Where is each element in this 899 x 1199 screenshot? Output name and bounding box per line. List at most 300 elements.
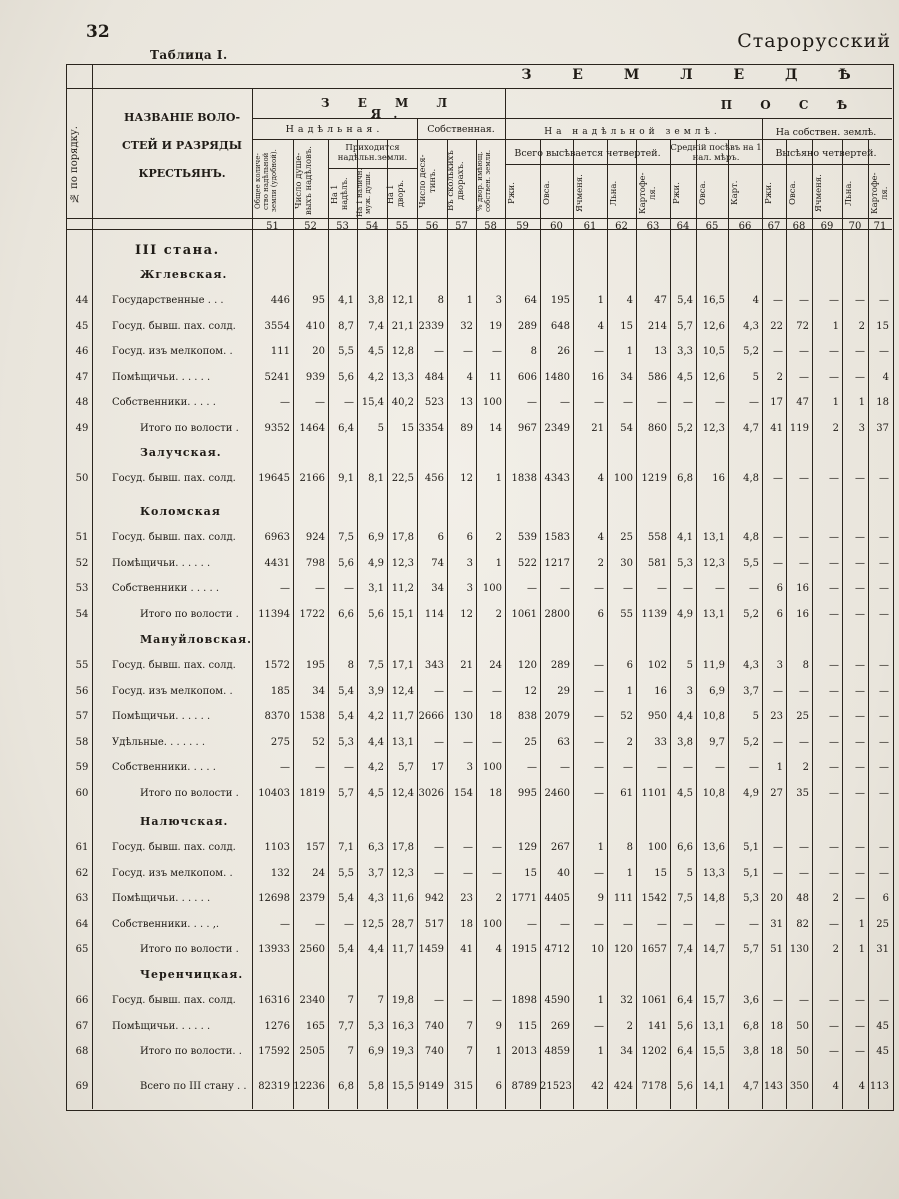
column-divider xyxy=(357,139,358,1109)
table-cell: — xyxy=(527,918,537,930)
table-cell: — xyxy=(344,918,354,930)
table-cell: 1 xyxy=(495,1046,502,1057)
table-cell: — xyxy=(715,583,725,594)
table-cell: 3,1 xyxy=(368,583,384,594)
table-cell: 1722 xyxy=(299,608,325,620)
table-cell: 2079 xyxy=(544,711,570,722)
table-cell: — xyxy=(829,711,839,722)
table-cell: 4,4 xyxy=(368,944,384,955)
table-cell: — xyxy=(799,557,809,569)
table-cell: 4,4 xyxy=(368,736,384,748)
table-cell: 1217 xyxy=(544,557,570,569)
table-cell: 10 xyxy=(591,944,604,955)
table-cell: 1583 xyxy=(544,532,570,543)
table-cell: — xyxy=(434,842,444,853)
avg-crop-header-oats: Овса. xyxy=(698,180,708,206)
table-cell: 3 xyxy=(495,295,502,306)
table-cell: 3,9 xyxy=(368,685,384,697)
table-cell: 143 xyxy=(763,1081,783,1092)
table-cell: 5 xyxy=(377,422,384,434)
column-number: 66 xyxy=(738,221,752,232)
table-cell: 1 xyxy=(495,473,502,484)
row-label: Помѣщичьи. . . . . . xyxy=(112,893,211,904)
table-cell: — xyxy=(855,660,865,671)
table-cell: 8 xyxy=(802,660,809,671)
table-cell: 37 xyxy=(876,422,889,434)
table-cell: 6 xyxy=(437,532,444,543)
table-cell: 5,5 xyxy=(338,346,354,357)
sobstvennaya-header: Собственная. xyxy=(427,124,495,135)
table-cell: — xyxy=(492,685,502,697)
table-cell: — xyxy=(773,736,783,748)
own-crop-header-flax: Льна. xyxy=(844,180,854,206)
table-cell: 16 xyxy=(796,608,809,620)
table-cell: 12 xyxy=(460,473,473,484)
table-cell: — xyxy=(799,532,809,543)
table-cell: 4 xyxy=(495,944,502,955)
table-cell: 7 xyxy=(466,1046,473,1057)
table-cell: 9 xyxy=(597,893,604,904)
table-cell: — xyxy=(463,842,473,853)
own-crop-header-potato: Картофе-ля. xyxy=(870,172,890,214)
table-cell: 40 xyxy=(557,867,570,879)
crop-header-potato: Картофе-ля. xyxy=(638,172,658,214)
header-rule xyxy=(66,88,892,89)
column-number: 53 xyxy=(336,221,349,232)
table-cell: — xyxy=(527,762,537,773)
column-divider xyxy=(293,139,294,1109)
table-cell: 4,2 xyxy=(368,711,384,722)
table-cell: 860 xyxy=(647,422,667,434)
table-cell: — xyxy=(799,736,809,748)
table-cell: 13,3 xyxy=(391,371,414,383)
table-cell: 7 xyxy=(377,995,384,1006)
table-cell: — xyxy=(799,295,809,306)
table-cell: 6 xyxy=(776,608,783,620)
column-divider xyxy=(812,139,813,1109)
table-cell: — xyxy=(773,867,783,879)
table-cell: 2 xyxy=(626,736,633,748)
table-cell: — xyxy=(855,867,865,879)
row-label: Удѣльные. . . . . . . xyxy=(112,736,206,748)
table-cell: 17592 xyxy=(258,1046,290,1057)
table-cell: 13 xyxy=(460,397,473,408)
table-cell: 289 xyxy=(550,660,570,671)
table-cell: 54 xyxy=(620,422,633,434)
table-cell: 8 xyxy=(626,842,633,853)
table-cell: 4,9 xyxy=(743,787,759,799)
table-cell: 9149 xyxy=(418,1081,444,1092)
table-cell: 2340 xyxy=(299,995,325,1006)
table-cell: 1 xyxy=(597,1046,604,1057)
table-cell: 7,4 xyxy=(677,944,693,955)
row-label: Собственники. . . . ,. xyxy=(112,918,220,930)
table-cell: 4 xyxy=(626,295,633,306)
column-number: 64 xyxy=(676,221,690,232)
table-cell: 5,6 xyxy=(677,1081,693,1092)
table-cell: 1 xyxy=(597,295,604,306)
column-divider xyxy=(728,139,729,1109)
table-cell: — xyxy=(344,583,354,594)
table-cell: — xyxy=(683,397,693,408)
table-cell: 4,7 xyxy=(743,1081,759,1092)
table-cell: 29 xyxy=(557,685,570,697)
table-cell: 1819 xyxy=(299,787,325,799)
name-column-divider xyxy=(252,88,253,1109)
table-cell: 269 xyxy=(550,1020,570,1032)
table-cell: 195 xyxy=(305,660,325,671)
column-number: 51 xyxy=(266,221,279,232)
table-cell: 4 xyxy=(597,320,604,332)
table-cell: — xyxy=(594,918,604,930)
table-cell: — xyxy=(773,842,783,853)
row-label: Собственники . . . . . xyxy=(112,583,220,594)
table-cell: 20 xyxy=(312,346,325,357)
table-cell: — xyxy=(434,346,444,357)
nadelnaya-header: Надѣльная. xyxy=(285,124,384,135)
table-cell: 23 xyxy=(770,711,783,722)
table-cell: 2 xyxy=(597,557,604,569)
table-cell: 11,6 xyxy=(391,893,414,904)
table-cell: 100 xyxy=(482,918,502,930)
table-cell: 1101 xyxy=(641,787,667,799)
table-cell: 10,8 xyxy=(702,711,725,722)
table-cell: 15 xyxy=(654,867,667,879)
row-number: 48 xyxy=(75,397,89,408)
table-cell: 6,4 xyxy=(677,995,693,1006)
table-cell: — xyxy=(280,762,290,773)
table-cell: — xyxy=(855,473,865,484)
table-cell: 5,7 xyxy=(398,762,414,773)
table-cell: — xyxy=(855,787,865,799)
column-divider xyxy=(540,139,541,1109)
table-cell: 424 xyxy=(613,1081,633,1092)
table-cell: 5 xyxy=(752,711,759,722)
table-cell: 18 xyxy=(876,397,889,408)
table-cell: 17,1 xyxy=(391,660,414,671)
na-sobstven-header: На собствен. землѣ. xyxy=(775,127,877,138)
table-cell: 63 xyxy=(557,736,570,748)
table-cell: — xyxy=(657,583,667,594)
row-number: 49 xyxy=(75,422,89,434)
table-cell: 24 xyxy=(312,867,325,879)
table-cell: 12,3 xyxy=(702,557,725,569)
table-cell: 26 xyxy=(557,346,570,357)
table-cell: 5 xyxy=(686,660,693,671)
vyseyano-chet-label: Высѣяно четвертей. xyxy=(775,148,877,159)
table-cell: — xyxy=(879,762,889,773)
table-cell: 15 xyxy=(401,422,414,434)
table-cell: 4,1 xyxy=(338,295,354,306)
table-cell: 13,1 xyxy=(391,736,414,748)
row-number: 58 xyxy=(75,736,89,748)
table-cell: — xyxy=(829,295,839,306)
table-cell: — xyxy=(799,867,809,879)
table-cell: 14,1 xyxy=(702,1081,725,1092)
table-cell: 130 xyxy=(453,711,473,722)
table-cell: — xyxy=(855,346,865,357)
table-cell: 740 xyxy=(424,1020,444,1032)
table-cell: 8 xyxy=(347,660,354,671)
table-cell: — xyxy=(315,583,325,594)
table-cell: 2 xyxy=(495,532,502,543)
table-cell: — xyxy=(879,995,889,1006)
table-cell: 17,8 xyxy=(391,842,414,853)
table-cell: — xyxy=(594,685,604,697)
table-cell: 4590 xyxy=(544,995,570,1006)
table-cell: 35 xyxy=(796,787,809,799)
sredniy-posev-label: Средній посѣвъ на 1 нал. мѣръ. xyxy=(670,143,762,163)
table-cell: 1 xyxy=(858,918,865,930)
table-cell: 3,8 xyxy=(368,295,384,306)
table-cell: 1838 xyxy=(511,473,537,484)
table-cell: 51 xyxy=(770,944,783,955)
section-title: Залучская. xyxy=(140,446,222,459)
table-cell: 40,2 xyxy=(391,397,414,408)
table-cell: 11,7 xyxy=(391,944,414,955)
table-cell: 1538 xyxy=(299,711,325,722)
table-label: Таблица I. xyxy=(150,48,228,62)
table-cell: 115 xyxy=(517,1020,537,1032)
table-cell: 1464 xyxy=(299,422,325,434)
table-cell: 185 xyxy=(270,685,290,697)
row-label: Госуд. бывш. пах. солд. xyxy=(112,532,236,543)
row-label: Госуд. бывш. пах. солд. xyxy=(112,842,236,853)
table-cell: 4712 xyxy=(544,944,570,955)
table-cell: 2800 xyxy=(544,608,570,620)
column-number: 71 xyxy=(873,221,887,232)
region-title: Старорусский xyxy=(737,30,891,52)
table-cell: 581 xyxy=(647,557,667,569)
table-cell: 4,5 xyxy=(368,346,384,357)
table-cell: 13,1 xyxy=(702,532,725,543)
table-cell: 3026 xyxy=(418,787,444,799)
chislo-desyatin-label: Число деся-тинъ. xyxy=(418,154,438,208)
table-cell: 6,8 xyxy=(743,1020,759,1032)
table-cell: 12236 xyxy=(293,1081,325,1092)
table-cell: — xyxy=(773,346,783,357)
table-cell: 1459 xyxy=(418,944,444,955)
table-cell: 6,6 xyxy=(338,608,354,620)
table-cell: 33 xyxy=(654,736,667,748)
posev-header: П О С Ѣ xyxy=(720,98,860,112)
na-1-dvor-label: На 1 дворъ. xyxy=(386,180,405,208)
table-cell: 6 xyxy=(597,608,604,620)
table-cell: 52 xyxy=(312,736,325,748)
table-cell: — xyxy=(715,918,725,930)
column-number: 57 xyxy=(455,221,468,232)
row-label: Госуд. бывш. пах. солд. xyxy=(112,660,236,671)
table-cell: 64 xyxy=(524,295,537,306)
row-number: 53 xyxy=(75,583,89,594)
table-cell: — xyxy=(749,583,759,594)
table-cell: 4,8 xyxy=(743,532,759,543)
table-cell: 11 xyxy=(489,371,502,383)
row-label: Итого по волости . xyxy=(140,422,239,434)
table-cell: 141 xyxy=(647,1020,667,1032)
table-cell: 16 xyxy=(712,473,725,484)
table-cell: — xyxy=(773,557,783,569)
table-cell: — xyxy=(855,762,865,773)
table-cell: 6,9 xyxy=(368,1046,384,1057)
column-divider xyxy=(476,139,477,1109)
header-rule xyxy=(252,139,892,140)
table-cell: 18 xyxy=(489,711,502,722)
table-cell: — xyxy=(879,736,889,748)
table-cell: 100 xyxy=(613,473,633,484)
table-cell: 9,1 xyxy=(338,473,354,484)
table-cell: — xyxy=(683,918,693,930)
table-cell: 4,2 xyxy=(368,371,384,383)
row-number: 54 xyxy=(75,608,89,620)
table-cell: 3354 xyxy=(418,422,444,434)
table-cell: 34 xyxy=(431,583,444,594)
table-cell: 4,5 xyxy=(677,371,693,383)
table-cell: — xyxy=(492,995,502,1006)
table-cell: 5,7 xyxy=(338,787,354,799)
table-cell: — xyxy=(683,762,693,773)
stan-title: III стана. xyxy=(135,243,220,258)
section-title: Налючская. xyxy=(140,815,229,828)
chislo-dush-label: Число душе-выхъ надѣловъ. xyxy=(294,146,314,216)
row-label: Итого по волости . xyxy=(140,944,239,955)
row-label: Госуд. бывш. пах. солд. xyxy=(112,320,236,332)
table-cell: 740 xyxy=(424,1046,444,1057)
table-cell: 17 xyxy=(431,762,444,773)
table-cell: 25 xyxy=(876,918,889,930)
table-cell: 4,7 xyxy=(743,422,759,434)
column-number: 59 xyxy=(516,221,529,232)
table-cell: 4343 xyxy=(544,473,570,484)
table-cell: — xyxy=(855,995,865,1006)
table-cell: 25 xyxy=(524,736,537,748)
table-cell: 1 xyxy=(626,867,633,879)
table-cell: — xyxy=(315,762,325,773)
table-cell: — xyxy=(799,346,809,357)
table-cell: 3554 xyxy=(264,320,290,332)
table-cell: 1898 xyxy=(511,995,537,1006)
crop-header-flax: Льна. xyxy=(609,180,619,206)
table-cell: 8,7 xyxy=(338,320,354,332)
table-cell: — xyxy=(657,762,667,773)
table-cell: — xyxy=(715,762,725,773)
table-cell: 4 xyxy=(882,371,889,383)
row-label: Итого по волости. . xyxy=(140,1046,242,1057)
table-cell: 25 xyxy=(620,532,633,543)
column-divider xyxy=(328,139,329,1109)
row-label: Госуд. изъ мелкопом. . xyxy=(112,685,233,697)
table-cell: 12 xyxy=(460,608,473,620)
table-cell: 5 xyxy=(752,371,759,383)
col-order-label: № по порядку. xyxy=(69,126,80,204)
table-cell: — xyxy=(280,397,290,408)
table-cell: 12,4 xyxy=(391,685,414,697)
table-cell: 1480 xyxy=(544,371,570,383)
table-cell: 17 xyxy=(770,397,783,408)
column-divider xyxy=(670,139,671,1109)
table-cell: 111 xyxy=(613,893,633,904)
table-cell: 6 xyxy=(882,893,889,904)
table-cell: 4859 xyxy=(544,1046,570,1057)
table-cell: 5,3 xyxy=(743,893,759,904)
table-cell: 4,1 xyxy=(677,532,693,543)
table-cell: — xyxy=(829,557,839,569)
table-cell: 31 xyxy=(876,944,889,955)
table-cell: 4 xyxy=(466,371,473,383)
table-cell: 1 xyxy=(832,397,839,408)
table-cell: 1 xyxy=(626,346,633,357)
table-cell: 18 xyxy=(770,1046,783,1057)
table-cell: — xyxy=(879,608,889,620)
table-cell: 2 xyxy=(832,944,839,955)
row-number: 65 xyxy=(75,944,89,955)
table-cell: — xyxy=(855,371,865,383)
table-cell: 7,5 xyxy=(677,893,693,904)
table-cell: 4 xyxy=(752,295,759,306)
table-cell: 1915 xyxy=(511,944,537,955)
column-number: 56 xyxy=(425,221,439,232)
table-cell: 8 xyxy=(437,295,444,306)
row-number: 57 xyxy=(75,711,89,722)
column-number: 61 xyxy=(583,221,597,232)
table-cell: 157 xyxy=(305,842,325,853)
table-cell: 16316 xyxy=(258,995,290,1006)
table-cell: 15 xyxy=(620,320,633,332)
table-cell: 100 xyxy=(482,397,502,408)
table-cell: 5,2 xyxy=(743,736,759,748)
column-number: 69 xyxy=(820,221,834,232)
table-cell: 1 xyxy=(495,557,502,569)
table-cell: — xyxy=(463,736,473,748)
table-cell: 5,1 xyxy=(743,867,759,879)
table-cell: 15 xyxy=(876,320,889,332)
row-label: Итого по волости . xyxy=(140,608,239,620)
table-cell: 7,5 xyxy=(338,532,354,543)
table-cell: — xyxy=(855,1020,865,1032)
table-cell: — xyxy=(879,295,889,306)
table-cell: 539 xyxy=(517,532,537,543)
table-cell: — xyxy=(829,371,839,383)
table-cell: 61 xyxy=(620,787,633,799)
row-label: Итого по волости . xyxy=(140,787,239,799)
table-cell: 12,5 xyxy=(361,918,384,930)
table-cell: 7 xyxy=(347,1046,354,1057)
table-cell: 12 xyxy=(524,685,537,697)
table-cell: — xyxy=(773,685,783,697)
table-cell: 410 xyxy=(305,320,325,332)
table-cell: 289 xyxy=(517,320,537,332)
table-cell: 838 xyxy=(517,711,537,722)
table-cell: — xyxy=(344,762,354,773)
table-cell: — xyxy=(829,787,839,799)
table-cell: 34 xyxy=(620,1046,633,1057)
v-skolkikh-label: Въ сколькихъ дворахъ. xyxy=(446,150,466,212)
table-cell: — xyxy=(749,397,759,408)
table-cell: 47 xyxy=(654,295,667,306)
table-cell: 7,1 xyxy=(338,842,354,853)
column-number: 54 xyxy=(365,221,379,232)
table-cell: 3 xyxy=(466,762,473,773)
column-divider xyxy=(636,139,637,1109)
table-cell: 114 xyxy=(424,608,444,620)
table-cell: — xyxy=(855,1046,865,1057)
table-cell: 154 xyxy=(453,787,473,799)
table-cell: 32 xyxy=(620,995,633,1006)
table-cell: 2560 xyxy=(299,944,325,955)
table-cell: 89 xyxy=(460,422,473,434)
table-cell: 72 xyxy=(796,320,809,332)
column-number: 60 xyxy=(550,221,563,232)
